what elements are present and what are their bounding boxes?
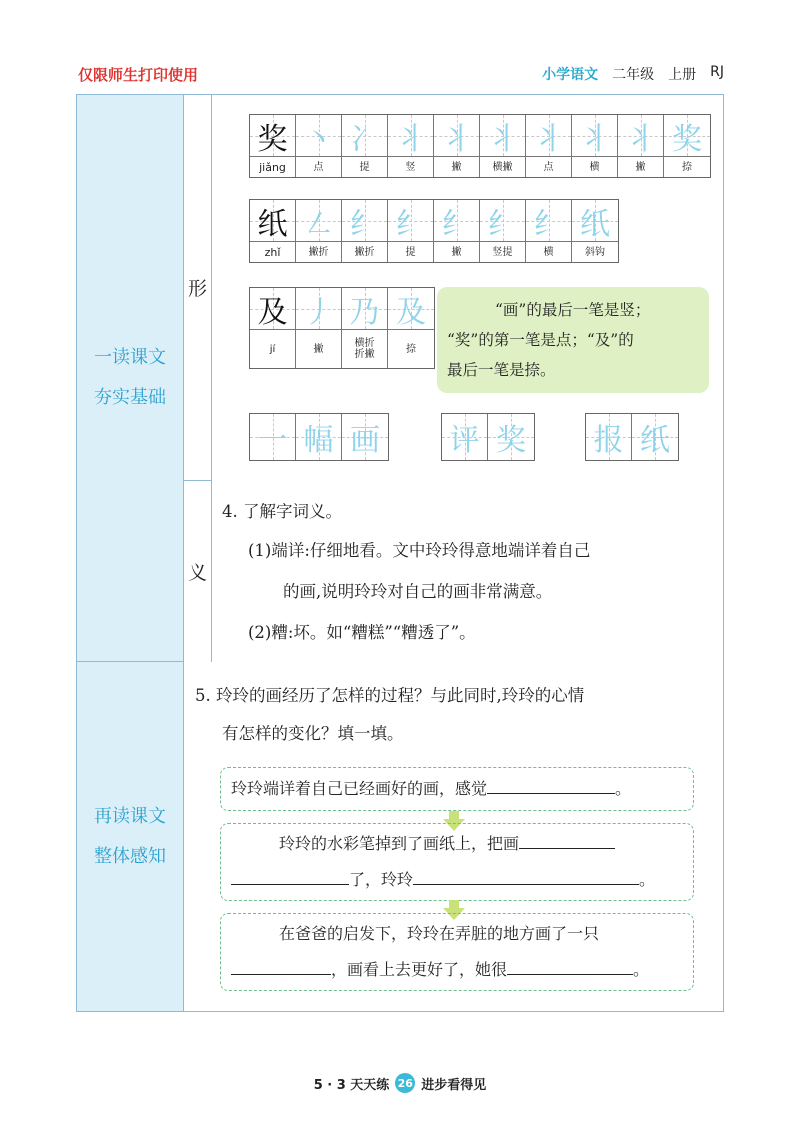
footer-slogan: 进步看得见 [421,1077,487,1093]
pinyin: jí [250,330,295,368]
grade-label: 二年级 [612,67,655,83]
word-char: 报 [593,423,624,458]
process-text: 玲玲端详着自己已经画好的画，感觉 [231,779,488,798]
stroke-name: 横 [526,242,571,262]
sub-label-form: 形 [184,95,212,481]
question-4-title: 4. 了解字词义。 [222,502,342,521]
process-text: 在爸爸的启发下，玲玲在弄脏的地方画了一只 [279,924,600,943]
subject-label: 小学语文 [542,67,599,83]
process-text: 。 [639,870,656,889]
stroke-name: 横撇 [480,157,525,177]
stroke-name: 撇折 [296,242,341,262]
word-char: 评 [449,423,480,458]
page-footer [0,1073,800,1093]
process-text: 。 [615,779,632,798]
process-text: 。 [633,960,650,979]
word-practice-pingjiang [441,413,535,461]
stroke-step: 丬 [487,121,518,157]
stroke-step: 纟 [395,206,426,242]
stroke-name: 竖 [388,157,433,177]
stroke-table-zhi [249,199,619,263]
word-char: 画 [350,423,380,458]
stroke-step: 丶 [303,121,334,157]
stroke-step: 冫 [349,121,380,157]
word-practice-baozhi [585,413,679,461]
stroke-name: 提 [342,157,387,177]
answer-blank[interactable] [487,776,615,794]
stroke-name: 斜钩 [572,242,618,262]
stroke-name: 撇折 [342,242,387,262]
note-line: “画”的最后一笔是竖； [495,301,651,319]
stroke-name: 撇 [618,157,663,177]
process-box-2 [220,823,694,901]
stroke-name: 点 [526,157,571,177]
stroke-name: 捺 [388,330,434,368]
meaning-item-1: (1)端详:仔细地看。文中玲玲得意地端详着自己 [248,541,591,560]
stroke-name: 横折 折撇 [342,330,387,368]
pinyin: zhǐ [250,242,295,262]
stroke-step: 丬 [395,121,426,157]
stroke-name: 撇 [434,242,479,262]
edition-label: RJ [710,64,724,80]
answer-blank[interactable] [413,867,639,885]
stroke-table-ji [249,287,435,369]
answer-blank[interactable] [231,957,331,975]
process-text: ，画看上去更好了，她很 [331,960,508,979]
stroke-tip-note [437,287,709,393]
stroke-step: 丬 [441,121,472,157]
stroke-name: 捺 [664,157,710,177]
answer-blank[interactable] [507,957,633,975]
footer-series: 5 · 3 天天练 [313,1077,390,1093]
section-label-line: 一读课文 [94,347,166,368]
section-label-line: 夯实基础 [94,387,166,408]
meaning-item-1-cont: 的画,说明玲玲对自己的画非常满意。 [283,582,553,601]
word-practice-yifuhua [249,413,389,461]
stroke-step: 奖 [672,121,702,157]
stroke-step: 及 [396,294,426,330]
stroke-name: 撇 [434,157,479,177]
stroke-table-jiang [249,114,711,178]
word-char: 幅 [303,423,334,458]
word-char: 一 [257,423,288,458]
answer-blank[interactable] [519,831,615,849]
section-label-line: 整体感知 [94,845,166,867]
stroke-name: 撇 [296,330,341,368]
stroke-name: 点 [296,157,341,177]
word-char: 纸 [640,423,670,458]
stroke-step: 纟 [441,206,472,242]
stroke-cell [250,115,296,177]
note-line: 最后一笔是捺。 [447,361,556,379]
stroke-step: 丿 [303,294,334,330]
stroke-step: 纸 [580,206,610,242]
stroke-step: 丬 [579,121,610,157]
stroke-step: 纟 [533,206,564,242]
main-char: 奖 [257,121,288,157]
process-box-3 [220,913,694,991]
stroke-step: 丬 [533,121,564,157]
stroke-step: 丬 [625,121,656,157]
process-text: 了，玲玲 [349,870,414,889]
stroke-step: 乃 [349,294,380,330]
stroke-name: 横 [572,157,617,177]
stroke-step: 纟 [487,206,518,242]
main-char: 纸 [257,206,288,242]
print-notice: 仅限师生打印使用 [78,66,199,84]
meaning-item-2: (2)糟:坏。如“糟糕”“糟透了”。 [248,623,476,642]
stroke-step: ㇜ [303,206,334,242]
sub-label-meaning: 义 [184,481,212,662]
stroke-name: 提 [388,242,433,262]
process-box-1 [220,767,694,811]
section-label-overview [77,662,184,1011]
section-label-basics [77,95,184,662]
question-5-line1: 5. 玲玲的画经历了怎样的过程？与此同时,玲玲的心情 [195,686,585,705]
note-line: “奖”的第一笔是点；“及”的 [447,331,634,349]
book-info [542,64,724,84]
question-5-line2: 有怎样的变化？填一填。 [222,724,404,743]
word-char: 奖 [496,423,526,458]
page-number: 26 [395,1073,415,1093]
stroke-name: 竖提 [480,242,525,262]
volume-label: 上册 [668,67,697,83]
process-text: 玲玲的水彩笔掉到了画纸上，把画 [279,834,520,853]
section-label-line: 再读课文 [94,805,166,827]
main-char: 及 [257,294,288,330]
pinyin: jiǎng [250,157,295,177]
answer-blank[interactable] [231,867,349,885]
stroke-step: 纟 [349,206,380,242]
